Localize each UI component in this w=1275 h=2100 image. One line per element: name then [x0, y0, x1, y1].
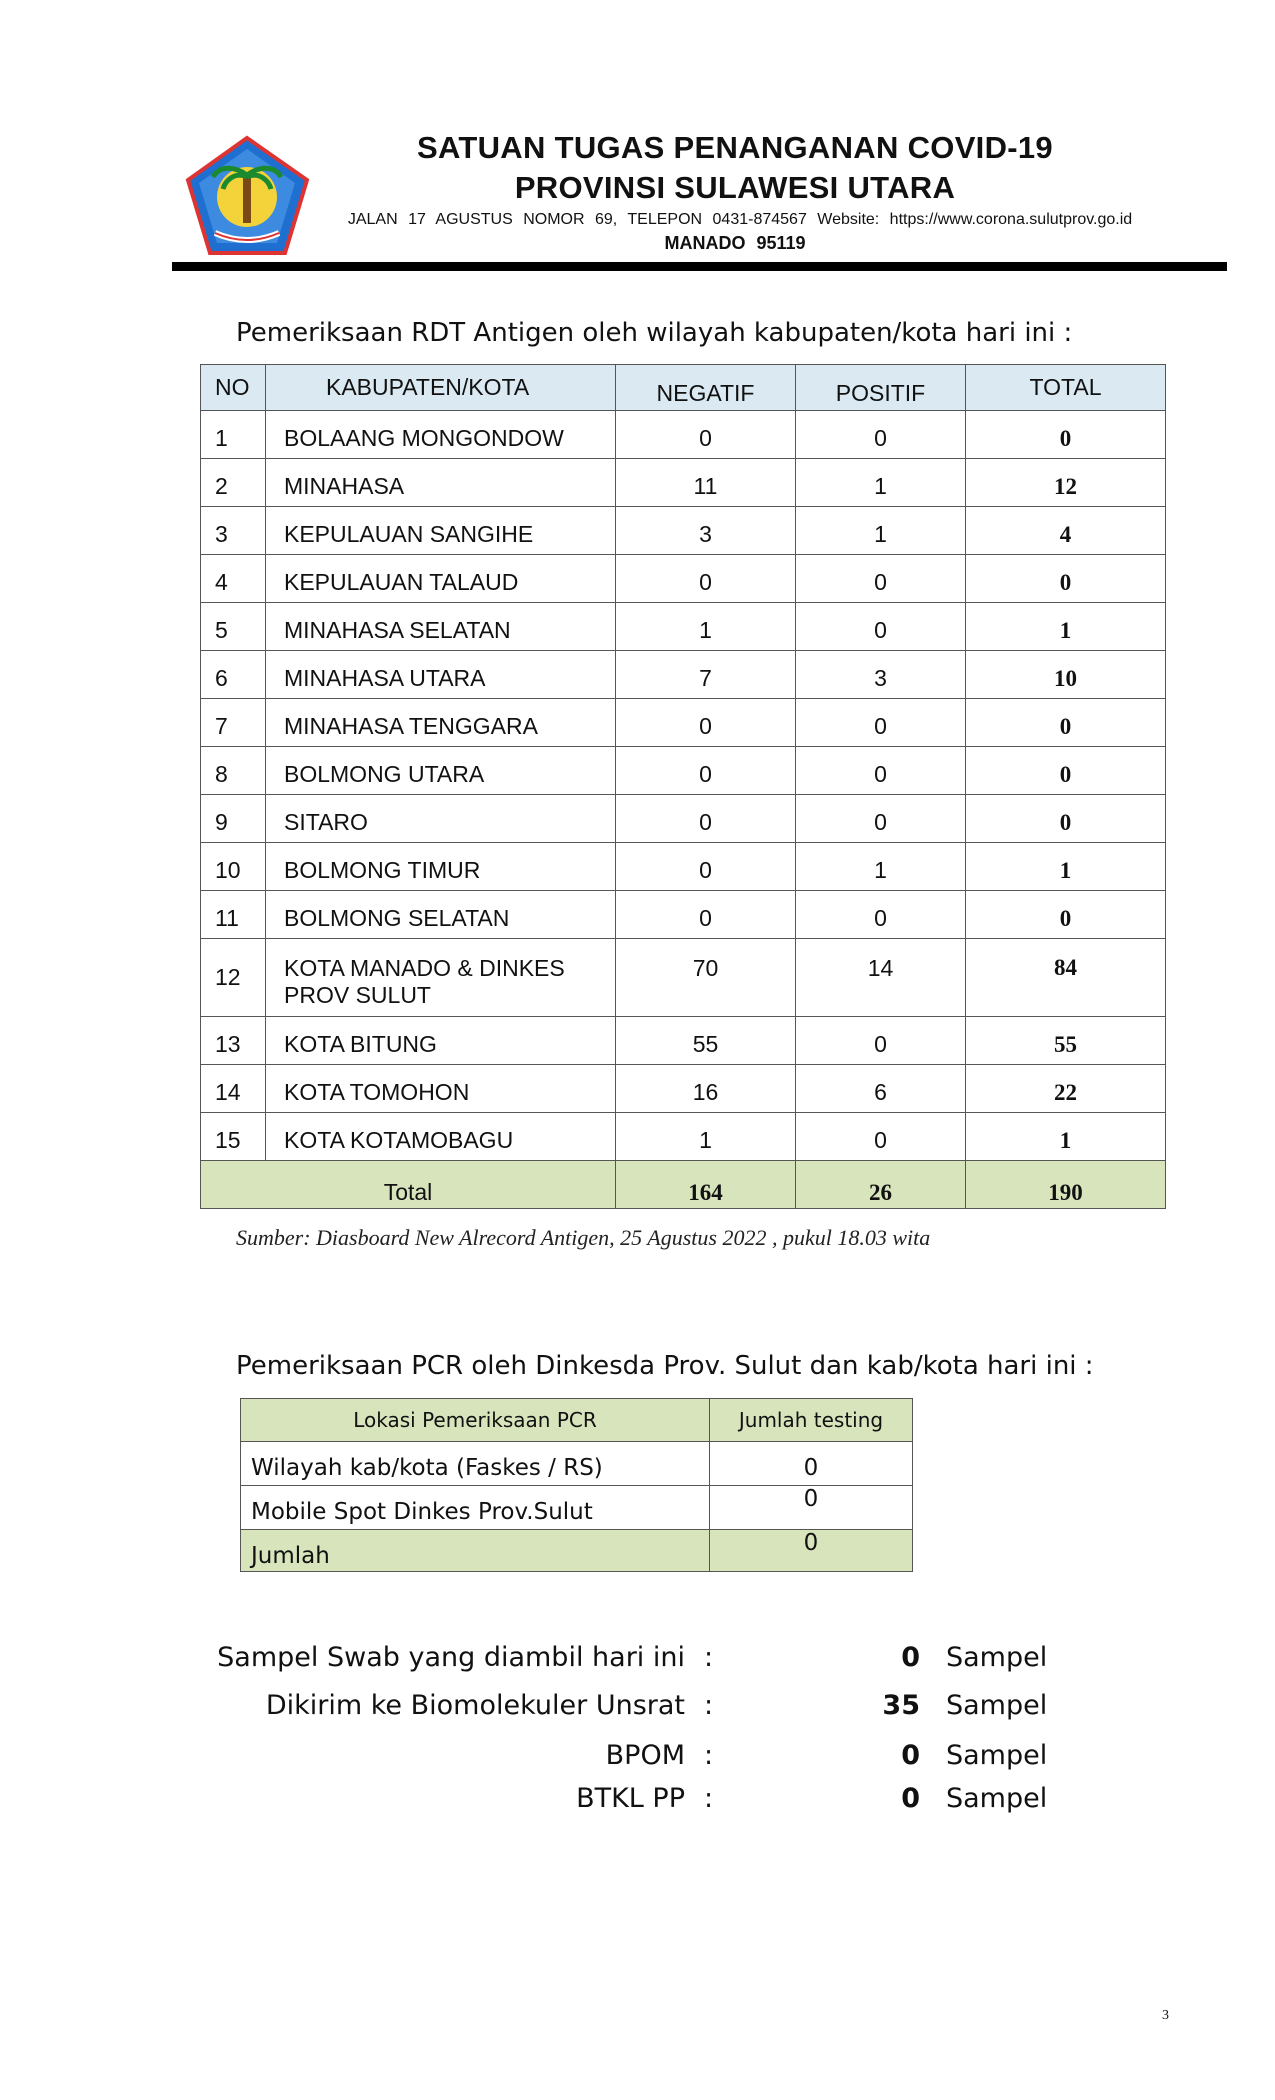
rdt-source-note: Sumber: Diasboard New Alrecord Antigen, 25 Agustus 2022 , pukul 18.03 wita — [236, 1225, 931, 1250]
row-no: 7 — [201, 699, 266, 747]
row-kabupaten: KOTA MANADO & DINKES PROV SULUT — [266, 939, 616, 1017]
sample-label: BTKL PP — [576, 1783, 685, 1814]
row-total: 0 — [966, 747, 1166, 795]
row-positif: 1 — [796, 507, 966, 555]
row-total: 22 — [966, 1065, 1166, 1113]
pcr-section-title: Pemeriksaan PCR oleh Dinkesda Prov. Sulut dan kab/kota hari ini : — [236, 1351, 1094, 1381]
table-row — [201, 603, 1166, 651]
header-address: JALAN 17 AGUSTUS NOMOR 69, TELEPON 0431-874567 Website: https://www.corona.sulutprov.go.id — [347, 211, 1133, 228]
row-positif: 0 — [796, 411, 966, 459]
row-kabupaten: MINAHASA TENGGARA — [266, 699, 616, 747]
table-row — [201, 1017, 1166, 1065]
row-no: 2 — [201, 459, 266, 507]
rdt-total-row — [201, 1161, 1166, 1209]
sample-colon: : — [704, 1690, 714, 1721]
table-row — [201, 747, 1166, 795]
row-negatif: 0 — [616, 555, 796, 603]
pcr-total-row — [241, 1530, 913, 1572]
table-row — [201, 507, 1166, 555]
sample-value: 0 — [901, 1783, 920, 1814]
row-no: 3 — [201, 507, 266, 555]
pcr-row-lokasi: Wilayah kab/kota (Faskes / RS) — [241, 1442, 710, 1486]
row-kabupaten: KEPULAUAN SANGIHE — [266, 507, 616, 555]
row-positif: 0 — [796, 699, 966, 747]
sample-colon: : — [704, 1783, 714, 1814]
sample-label: BPOM — [605, 1740, 685, 1771]
row-kabupaten: BOLMONG UTARA — [266, 747, 616, 795]
table-row — [201, 651, 1166, 699]
header-title-line1: SATUAN TUGAS PENANGANAN COVID-19 — [417, 130, 1053, 165]
total-negatif: 164 — [616, 1161, 796, 1209]
row-positif: 0 — [796, 555, 966, 603]
total-total: 190 — [966, 1161, 1166, 1209]
row-no: 8 — [201, 747, 266, 795]
row-positif: 1 — [796, 459, 966, 507]
rdt-col-positif: POSITIF — [796, 365, 966, 411]
row-no: 9 — [201, 795, 266, 843]
table-row — [201, 939, 1166, 1017]
header-title-line2: PROVINSI SULAWESI UTARA — [514, 170, 956, 205]
table-row — [201, 1065, 1166, 1113]
row-negatif: 1 — [616, 603, 796, 651]
row-negatif: 0 — [616, 747, 796, 795]
table-row — [201, 699, 1166, 747]
table-row — [201, 1113, 1166, 1161]
pcr-row-jumlah: 0 — [710, 1486, 913, 1530]
row-negatif: 0 — [616, 891, 796, 939]
row-no: 13 — [201, 1017, 266, 1065]
row-negatif: 70 — [616, 939, 796, 1017]
sample-unit: Sampel — [946, 1690, 1048, 1721]
row-total: 0 — [966, 795, 1166, 843]
row-total: 0 — [966, 699, 1166, 747]
row-total: 0 — [966, 891, 1166, 939]
row-total: 4 — [966, 507, 1166, 555]
pcr-col-lokasi: Lokasi Pemeriksaan PCR — [241, 1399, 710, 1442]
row-no: 4 — [201, 555, 266, 603]
row-kabupaten: BOLAANG MONGONDOW — [266, 411, 616, 459]
row-no: 14 — [201, 1065, 266, 1113]
row-total: 1 — [966, 603, 1166, 651]
row-total: 84 — [966, 939, 1166, 1017]
row-kabupaten: MINAHASA — [266, 459, 616, 507]
row-kabupaten: MINAHASA UTARA — [266, 651, 616, 699]
row-kabupaten: KOTA KOTAMOBAGU — [266, 1113, 616, 1161]
sample-unit: Sampel — [946, 1740, 1048, 1771]
row-negatif: 3 — [616, 507, 796, 555]
row-total: 1 — [966, 843, 1166, 891]
rdt-header-row — [201, 365, 1166, 411]
row-kabupaten: BOLMONG SELATAN — [266, 891, 616, 939]
row-negatif: 0 — [616, 795, 796, 843]
sample-summary-row — [0, 1740, 1048, 1780]
rdt-col-kabupaten: KABUPATEN/KOTA — [266, 365, 616, 411]
header-city: MANADO 95119 — [664, 233, 806, 253]
row-negatif: 0 — [616, 411, 796, 459]
pcr-header-row — [241, 1399, 913, 1442]
row-positif: 0 — [796, 891, 966, 939]
rdt-section-title: Pemeriksaan RDT Antigen oleh wilayah kabupaten/kota hari ini : — [236, 318, 1073, 348]
pcr-table — [240, 1398, 913, 1572]
row-total: 12 — [966, 459, 1166, 507]
row-kabupaten: KOTA BITUNG — [266, 1017, 616, 1065]
sample-unit: Sampel — [946, 1642, 1048, 1673]
row-no: 15 — [201, 1113, 266, 1161]
row-no: 5 — [201, 603, 266, 651]
table-row — [241, 1486, 913, 1530]
sample-colon: : — [704, 1642, 714, 1673]
row-no: 12 — [201, 939, 266, 1017]
row-positif: 1 — [796, 843, 966, 891]
row-kabupaten: KEPULAUAN TALAUD — [266, 555, 616, 603]
row-kabupaten: MINAHASA SELATAN — [266, 603, 616, 651]
row-positif: 0 — [796, 603, 966, 651]
pcr-col-jumlah: Jumlah testing — [710, 1399, 913, 1442]
rdt-col-no: NO — [201, 365, 266, 411]
sample-summary-row — [0, 1783, 1048, 1823]
row-total: 0 — [966, 555, 1166, 603]
pcr-total-jumlah: 0 — [710, 1530, 913, 1572]
sample-colon: : — [704, 1740, 714, 1771]
sample-label: Sampel Swab yang diambil hari ini — [217, 1642, 685, 1673]
row-negatif: 0 — [616, 843, 796, 891]
sample-summary-row — [0, 1690, 1048, 1730]
row-negatif: 7 — [616, 651, 796, 699]
sample-value: 0 — [901, 1740, 920, 1771]
table-row — [201, 843, 1166, 891]
pcr-row-lokasi: Mobile Spot Dinkes Prov.Sulut — [241, 1486, 710, 1530]
table-row — [201, 555, 1166, 603]
sample-summary-row — [0, 1642, 1048, 1682]
row-total: 10 — [966, 651, 1166, 699]
table-row — [201, 411, 1166, 459]
header-divider — [172, 262, 1227, 271]
row-positif: 3 — [796, 651, 966, 699]
sample-label: Dikirim ke Biomolekuler Unsrat — [265, 1690, 685, 1721]
rdt-col-negatif: NEGATIF — [616, 365, 796, 411]
sample-value: 0 — [901, 1642, 920, 1673]
rdt-table — [200, 364, 1166, 1209]
rdt-col-total: TOTAL — [966, 365, 1166, 411]
row-kabupaten: KOTA TOMOHON — [266, 1065, 616, 1113]
row-total: 55 — [966, 1017, 1166, 1065]
row-negatif: 11 — [616, 459, 796, 507]
row-total: 0 — [966, 411, 1166, 459]
row-no: 1 — [201, 411, 266, 459]
total-label: Total — [201, 1161, 616, 1209]
sample-unit: Sampel — [946, 1783, 1048, 1814]
row-negatif: 1 — [616, 1113, 796, 1161]
provincial-crest-icon — [185, 135, 310, 257]
table-row — [201, 795, 1166, 843]
row-kabupaten: BOLMONG TIMUR — [266, 843, 616, 891]
row-kabupaten: SITARO — [266, 795, 616, 843]
row-positif: 14 — [796, 939, 966, 1017]
pcr-row-jumlah: 0 — [710, 1442, 913, 1486]
row-positif: 0 — [796, 1113, 966, 1161]
table-row — [201, 459, 1166, 507]
total-positif: 26 — [796, 1161, 966, 1209]
pcr-total-label: Jumlah — [241, 1530, 710, 1572]
row-negatif: 55 — [616, 1017, 796, 1065]
row-total: 1 — [966, 1113, 1166, 1161]
table-row — [241, 1442, 913, 1486]
row-negatif: 0 — [616, 699, 796, 747]
row-positif: 0 — [796, 1017, 966, 1065]
row-positif: 0 — [796, 747, 966, 795]
row-positif: 0 — [796, 795, 966, 843]
sample-value: 35 — [882, 1690, 920, 1721]
row-no: 11 — [201, 891, 266, 939]
row-negatif: 16 — [616, 1065, 796, 1113]
row-no: 10 — [201, 843, 266, 891]
table-row — [201, 891, 1166, 939]
page-number: 3 — [1162, 2008, 1169, 2023]
row-no: 6 — [201, 651, 266, 699]
row-positif: 6 — [796, 1065, 966, 1113]
